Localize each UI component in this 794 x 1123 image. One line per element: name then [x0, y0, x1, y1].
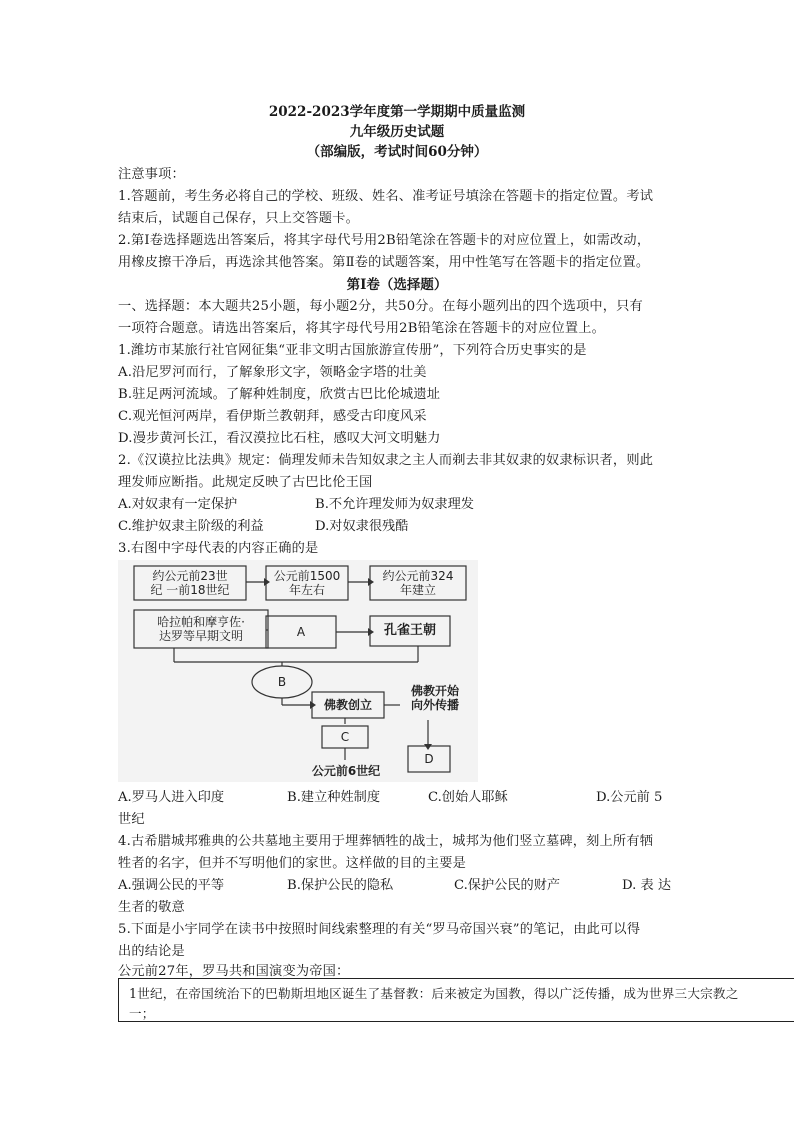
exam-title: 2022-2023学年度第一学期期中质量监测: [268, 104, 526, 120]
note-line: 公元前27年，罗马共和国演变为帝国：: [118, 964, 350, 979]
node-buddhism-founded: 佛教创立: [323, 698, 372, 712]
option-c: C.观光恒河两岸，看伊斯兰教朝拜，感受古印度风采: [118, 409, 427, 424]
option-d: D.漫步黄河长江，看汉漠拉比石柱，感叹大河文明魅力: [118, 431, 441, 446]
question-stem: 2.《汉谟拉比法典》规定：倘理发师未告知奴隶之主人而剃去非其奴隶的奴隶标识者，则此: [118, 453, 654, 468]
question-stem: 4.古希腊城邦雅典的公共墓地主要用于埋葬牺牲的战士，城邦为他们竖立墓碑，刻上所有牺: [118, 834, 654, 849]
question-stem: 1.潍坊市某旅行社官网征集“亚非文明古国旅游宣传册”，下列符合历史事实的是: [118, 343, 587, 358]
node-time-1: 约公元前23世 纪 一前18世纪: [150, 569, 230, 597]
option-b: B.建立种姓制度: [287, 790, 381, 805]
option-d: D.公元前 5: [596, 790, 663, 805]
option-d: D.对奴隶很残酷: [315, 519, 409, 534]
notice-line: 1.答题前，考生务必将自己的学校、班级、姓名、准考证号填涂在答题卡的指定位置。考试: [118, 189, 654, 204]
question-stem: 牲者的名字，但并不写明他们的家世。这样做的目的主要是: [118, 856, 467, 871]
question-stem: 3.右图中字母代表的内容正确的是: [118, 541, 319, 556]
option-d-continued: 世纪: [118, 812, 145, 827]
option-b: B.保护公民的隐私: [287, 878, 394, 893]
node-time-3: 约公元前324 年建立: [382, 569, 454, 597]
notice-line: 结束后，试题自己保存，只上交答题卡。: [118, 211, 359, 226]
option-c: C.创始人耶稣: [428, 790, 508, 805]
node-time-6th-century: 公元前6世纪: [311, 764, 381, 778]
question-stem: 出的结论是: [118, 944, 185, 959]
exam-edition: （部编版，考试时间60分钟）: [306, 144, 488, 160]
notice-line: 2.第Ⅰ卷选择题选出答案后，将其字母代号用2B铅笔涂在答题卡的对应位置上，如需改动，: [118, 233, 651, 248]
option-a: A.沿尼罗河而行，了解象形文字，领略金字塔的壮美: [118, 365, 427, 380]
option-c: C.保护公民的财产: [454, 878, 561, 893]
node-c: C: [340, 730, 350, 744]
option-b: B.不允许理发师为奴隶理发: [315, 497, 474, 512]
option-a: A.罗马人进入印度: [118, 790, 225, 805]
node-a: A: [296, 625, 306, 639]
section-intro: 一项符合题意。请选出答案后，将其字母代号用2B铅笔涂在答题卡的对应位置上。: [118, 321, 606, 336]
node-early-civilization: 哈拉帕和摩亨佐· 达罗等早期文明: [157, 615, 245, 643]
section-intro: 一、选择题：本大题共25小题，每小题2分，共50分。在每小题列出的四个选项中，只有: [118, 299, 643, 314]
india-history-diagram: [118, 560, 478, 782]
note-box: [118, 978, 794, 1022]
note-box-text: 1世纪，在帝国统治下的巴勒斯坦地区诞生了基督教：后来被定为国教，得以广泛传播，成为世界三大宗教之: [129, 986, 739, 1001]
question-stem: 理发师应断指。此规定反映了古巴比伦王国: [118, 475, 373, 490]
notice-heading: 注意事项：: [118, 167, 185, 182]
node-b: B: [277, 675, 287, 689]
option-b: B.驻足两河流域。了解种姓制度，欣赏古巴比伦城遗址: [118, 387, 441, 402]
option-a: A.强调公民的平等: [118, 878, 225, 893]
notice-line: 用橡皮擦干净后，再选涂其他答案。第Ⅱ卷的试题答案，用中性笔写在答题卡的指定位置。: [118, 255, 650, 270]
option-d-continued: 生者的敬意: [118, 900, 185, 915]
node-time-2: 公元前1500 年左右: [273, 569, 341, 597]
section-title: 第Ⅰ卷（选择题）: [346, 277, 448, 293]
node-d: D: [424, 752, 434, 766]
node-maurya-dynasty: 孔雀王朝: [383, 623, 436, 638]
option-c: C.维护奴隶主阶级的利益: [118, 519, 264, 534]
exam-subject: 九年级历史试题: [349, 124, 445, 140]
option-d: D. 表 达: [622, 878, 672, 893]
note-box-text: 一；: [129, 1006, 155, 1021]
question-stem: 5.下面是小宇同学在读书中按照时间线索整理的有关“罗马帝国兴衰”的笔记，由此可以得: [118, 922, 641, 937]
option-a: A.对奴隶有一定保护: [118, 497, 238, 512]
node-buddhism-spread: 佛教开始 向外传播: [410, 684, 459, 712]
